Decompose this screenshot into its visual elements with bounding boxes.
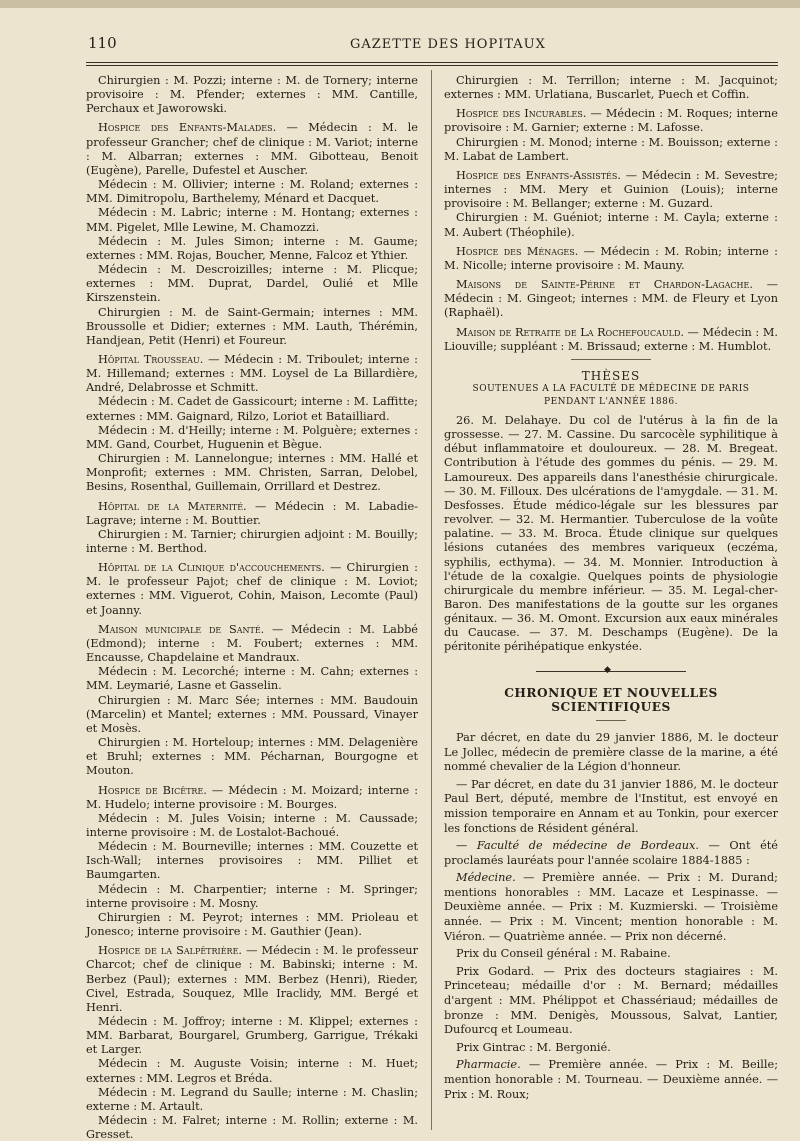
- section-entry: Médecine. — Première année. — Prix : M. Durand; mentions honorables : MM. Lacaze et Lespinasse. — Deuxième année. — Prix : M. Kuzmierski. — Troisième année. — Prix : M. Vincent; mention honorable : M. Viéron. — Quatrième année. — Prix non décerné.: [444, 871, 778, 943]
- paragraph: Médecin : M. Cadet de Gassicourt; interne : M. Laffitte; externes : MM. Gaignard, Rilzo, Loriot et Batailliard.: [86, 395, 418, 423]
- section-entry: Hospice des Ménages. — Médecin : M. Robin; interne : M. Nicolle; interne provisoire : M. Mauny.: [444, 244, 778, 272]
- theses-title: THÈSES: [581, 368, 641, 383]
- paragraph: Médecin : M. Jules Simon; interne : M. Gaume; externes : MM. Rojas, Boucher, Menne, Falcoz et Ythier.: [86, 234, 418, 262]
- paragraph: Chirurgien : M. Terrillon; interne : M. Jacquinot; externes : MM. Urlatiana, Buscarlet, Puech et Coffin.: [444, 74, 778, 102]
- ornamental-rule: [536, 667, 686, 676]
- paragraph: — Par décret, en date du 31 janvier 1886, M. le docteur Paul Bert, député, membre de l'Institut, est envoyé en mission temporaire en Annam et au Tonkin, pour exercer les fonctions de Résident général.: [444, 777, 778, 835]
- paragraph: Médecin : M. d'Heilly; interne : M. Polguère; externes : MM. Gand, Courbet, Huguenin et Bègue.: [86, 423, 418, 451]
- section-entry: Hôpital de la Clinique d'accouchements. — Chirurgien : M. le professeur Pajot; chef de clinique : M. Loviot; externes : MM. Viguerot, Cohin, Maison, Lecomte (Paul) et Joanny.: [86, 561, 418, 617]
- paragraph: Médecin : M. Auguste Voisin; interne : M. Huet; externes : MM. Legros et Bréda.: [86, 1057, 418, 1085]
- section-heading: Hôpital Trousseau.: [98, 352, 204, 366]
- section-heading: Hospice des Incurables.: [456, 107, 587, 121]
- section-divider: [571, 359, 651, 360]
- italic-heading: Pharmacie.: [456, 1058, 521, 1072]
- left-column: [86, 74, 418, 1141]
- section-entry: Pharmacie. — Première année. — Prix : M. Beille; mention honorable : M. Tourneau. — Deuxième année. — Prix : M. Roux;: [444, 1058, 778, 1101]
- section-entry: Hospice des Enfants-Malades. — Médecin : M. le professeur Grancher; chef de clinique : M. Variot; interne : M. Albarran; externes : MM. Gibotteau, Benoit (Eugène), Parelle, Dufestel et Auscher.: [86, 121, 418, 177]
- paragraph: Chirurgien : M. Pozzi; interne : M. de Tornery; interne provisoire : M. Pfender; externes : MM. Cantille, Perchaux et Jaworowski.: [86, 74, 418, 116]
- section-heading: Maison de Retraite de La Rochefoucauld.: [456, 325, 684, 339]
- section-entry: Hospice de la Salpêtrière. — Médecin : M. le professeur Charcot; chef de clinique : M. Babinski; interne : M. Berbez (Paul); externes : MM. Berbez (Henri), Rieder, Civel, Estrada, Souquez, Mlle Iraclidy, MM. Bergé et Henri.: [86, 944, 418, 1014]
- section-heading: Maisons de Sainte-Périne et Chardon-Lagache.: [456, 278, 753, 292]
- section-entry: Maison municipale de Santé. — Médecin : M. Labbé (Edmond); interne : M. Foubert; externes : MM. Encausse, Chapdelaine et Mandraux.: [86, 622, 418, 665]
- paragraph: Chirurgien : M. Lannelongue; internes : MM. Hallé et Monprofit; externes : MM. Christen, Sarran, Delobel, Besins, Rosenthal, Guillemain, Orrillard et Destrez.: [86, 452, 418, 494]
- page-top-edge: [0, 0, 800, 8]
- paragraph: Médecin : M. Ollivier; interne : M. Roland; externes : MM. Dimitropolu, Barthelemy, Ménard et Dacquet.: [86, 178, 418, 206]
- header-rule-double: [86, 65, 778, 66]
- italic-heading: — Faculté de médecine de Bordeaux.: [456, 839, 699, 853]
- paragraph: Médecin : M. Falret; interne : M. Rollin; externe : M. Gresset.: [86, 1114, 418, 1141]
- theses-subtitle: SOUTENUES A LA FACULTÉ DE MÉDECINE DE PARIS: [472, 383, 750, 394]
- section-entry: Hospice de Bicêtre. — Médecin : M. Moizard; interne : M. Hudelo; interne provisoire : M. Bourges.: [86, 783, 419, 811]
- section-heading: Hospice des Enfants-Assistés.: [456, 168, 621, 182]
- column-divider: [431, 70, 432, 1130]
- paragraph: Médecin : M. Bourneville; internes : MM. Couzette et Isch-Wall; internes provisoires : MM. Pilliet et Baumgarten.: [86, 840, 418, 882]
- right-column: [444, 74, 778, 1102]
- section-heading: Hospice de Bicêtre.: [98, 783, 207, 797]
- paragraph: Médecin : M. Legrand du Saulle; interne : M. Chaslin; externe : M. Artault.: [86, 1085, 418, 1113]
- paragraph: Chirurgien : M. Guéniot; interne : M. Cayla; externe : M. Aubert (Théophile).: [444, 211, 778, 239]
- section-heading: Hospice des Ménages.: [456, 244, 579, 258]
- paragraph: Chirurgien : M. de Saint-Germain; internes : MM. Broussolle et Didier; externes : MM. Lauth, Thérémin, Handjean, Petit (Henri) et Foureur.: [86, 305, 418, 347]
- paragraph: Médecin : M. Joffroy; interne : M. Klippel; externes : MM. Barbarat, Bourgarel, Grumberg, Garrigue, Trékaki et Larger.: [86, 1015, 418, 1057]
- section-entry: — Faculté de médecine de Bordeaux. — Ont été proclamés lauréats pour l'année scolaire 1884-1885 :: [444, 839, 778, 867]
- section-entry: Hôpital Trousseau. — Médecin : M. Triboulet; interne : M. Hillemand; externes : MM. Loysel de La Billardière, André, Delabrosse et Schmitt.: [86, 352, 418, 395]
- section-heading: Maison municipale de Santé.: [98, 622, 265, 636]
- paragraph: Médecin : M. Charpentier; interne : M. Springer; interne provisoire : M. Mosny.: [86, 882, 418, 910]
- section-heading: Hôpital de la Maternité.: [98, 499, 247, 513]
- header-rule: [86, 62, 778, 63]
- paragraph: Chirurgien : M. Marc Sée; internes : MM. Baudouin (Marcelin) et Mantel; externes : MM. Poussard, Vinayer et Mosès.: [86, 693, 418, 735]
- paragraph: Médecin : M. Labric; interne : M. Hontang; externes : MM. Pigelet, Mlle Lewine, M. Chamozzi.: [86, 206, 418, 234]
- section-heading: Hospice des Enfants-Malades.: [98, 121, 277, 135]
- paragraph: Médecin : M. Descroizilles; interne : M. Plicque; externes : MM. Duprat, Dardel, Oulié et Mlle Kirszenstein.: [86, 263, 418, 305]
- theses-subtitle-year: PENDANT L'ANNÉE 1886.: [544, 396, 678, 407]
- paragraph: Chirurgien : M. Peyrot; internes : MM. Prioleau et Jonesco; interne provisoire : M. Gauthier (Jean).: [86, 910, 418, 939]
- paragraph: Médecin : M. Lecorché; interne : M. Cahn; externes : MM. Leymarié, Lasne et Gasselin.: [86, 665, 418, 693]
- chronique-body: [444, 731, 778, 1102]
- theses-list: 26. M. Delahaye. Du col de l'utérus à la fin de la grossesse. — 27. M. Cassine. Du sarcocèle syphilitique à début inflammatoire et douloureux. — 28. M. Bregeat. Contribution à l'étude des gommes du pénis. — 29. M. Lamoureux. Des appareils dans l'anesthésie chirurgicale. — 30. M. Filloux. Des ulcérations de l'amygdale. — 31. M. Desfosses. Étude médico-légale sur les blessures par revolver. — 32. M. Hermantier. Tuberculose de la voûte palatine. — 33. M. Broca. Étude clinique sur quelques lésions cutanées des membres variqueux (eczéma, syphilis, ecthyma). — 34. M. Monnier. Introduction à l'étude de la coxalgie. Quelques points de physiologie chirurgicale du membre inférieur. — 35. M. Legal-cher-Baron. Des manifestations de la goutte sur les organes génitaux. — 36. M. Omont. Excursion aux eaux minérales du Caucase. — 37. M. Deschamps (Eugène). De la péritonite périhépatique enkystée.: [444, 413, 778, 654]
- paragraph: Prix Gintrac : M. Bergonié.: [456, 1040, 611, 1054]
- paragraph: Prix du Conseil général : M. Rabaine.: [456, 947, 671, 961]
- section-entry: Hospice des Enfants-Assistés. — Médecin : M. Sevestre; internes : MM. Mery et Guinion (Louis); interne provisoire : M. Bellanger; externe : M. Guzard.: [444, 168, 778, 211]
- paragraph: Par décret, en date du 29 janvier 1886, M. le docteur Le Jollec, médecin de première classe de la marine, a été nommé chevalier de la Légion d'honneur.: [444, 730, 778, 774]
- running-title: GAZETTE DES HOPITAUX: [350, 37, 546, 52]
- paragraph: Chirurgien : M. Horteloup; internes : MM. Delagenière et Bruhl; externes : MM. Pécharnan, Bourgogne et Mouton.: [86, 736, 418, 778]
- italic-heading: Médecine.: [456, 871, 516, 885]
- section-heading: Hôpital de la Clinique d'accouchements.: [98, 561, 325, 575]
- paragraph: Chirurgien : M. Monod; interne : M. Bouisson; externe : M. Labat de Lambert.: [444, 135, 778, 163]
- section-entry: Maisons de Sainte-Périne et Chardon-Lagache. — Médecin : M. Gingeot; internes : MM. de Fleury et Lyon (Raphaël).: [444, 278, 779, 320]
- section-entry: Hôpital de la Maternité. — Médecin : M. Labadie-Lagrave; interne : M. Bouttier.: [86, 499, 418, 527]
- paragraph: Médecin : M. Jules Voisin; interne : M. Caussade; interne provisoire : M. de Lostalot-Bachoué.: [86, 811, 418, 839]
- section-heading: Hospice de la Salpêtrière.: [98, 944, 242, 958]
- section-divider: [596, 720, 626, 721]
- chronique-title: CHRONIQUE ET NOUVELLES SCIENTIFIQUES: [504, 685, 718, 714]
- paragraph: Chirurgien : M. Tarnier; chirurgien adjoint : M. Bouilly; interne : M. Berthod.: [86, 527, 418, 555]
- page-number: 110: [88, 34, 117, 52]
- section-entry: Hospice des Incurables. — Médecin : M. Roques; interne provisoire : M. Garnier; externe : M. Lafosse.: [444, 107, 778, 135]
- paragraph: Prix Godard. — Prix des docteurs stagiaires : M. Princeteau; médaille d'or : M. Bernard; médailles d'argent : MM. Phélippot et Chassériaud; médailles de bronze : MM. Denigès, Moussous, Salvat, Lantier, Dufourcq et Loumeau.: [444, 964, 778, 1037]
- section-entry: Maison de Retraite de La Rochefoucauld. — Médecin : M. Liouville; suppléant : M. Brissaud; externe : M. Humblot.: [444, 325, 778, 353]
